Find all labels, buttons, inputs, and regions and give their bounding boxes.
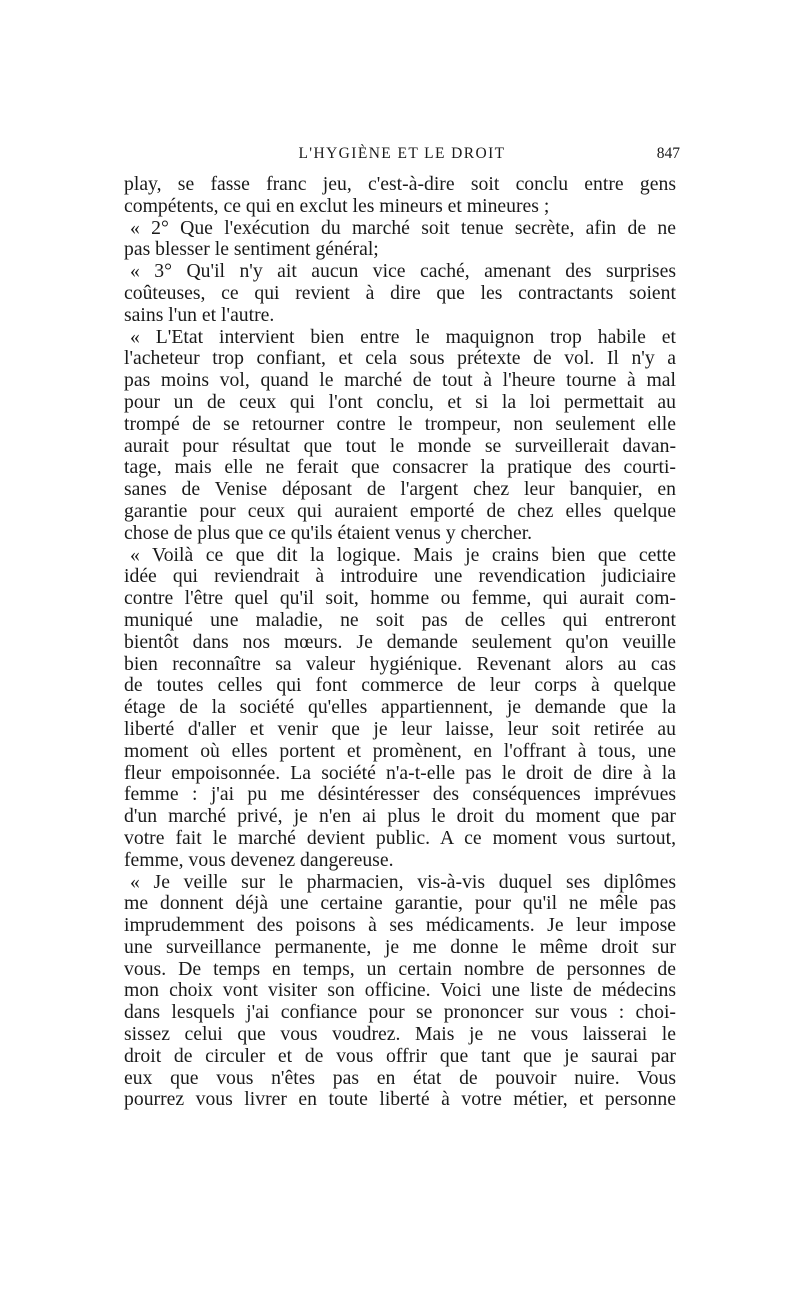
running-head xyxy=(124,143,680,165)
text-line: pour un de ceux qui l'ont conclu, et si la loi permettait au xyxy=(124,391,676,413)
body-text xyxy=(124,174,676,1111)
text-line: « Voilà ce que dit la logique. Mais je crains bien que cette xyxy=(130,544,676,566)
text-line: une surveillance permanente, je me donne le même droit sur xyxy=(124,936,676,958)
text-line: femme : j'ai pu me désintéresser des conséquences imprévues xyxy=(124,784,676,806)
text-line: garantie pour ceux qui auraient emporté de chez elles quelque xyxy=(124,500,676,522)
text-line: pas moins vol, quand le marché de tout à l'heure tourne à mal xyxy=(124,370,676,392)
text-line: d'un marché privé, je n'en ai plus le droit du moment que par xyxy=(124,806,676,828)
text-line: compétents, ce qui en exclut les mineurs et mineures ; xyxy=(124,195,550,217)
running-head-title: L'HYGIÈNE ET LE DROIT xyxy=(298,145,506,162)
text-line: sains l'un et l'autre. xyxy=(124,304,275,326)
text-line: pas blesser le sentiment général; xyxy=(124,239,379,261)
text-line: aurait pour résultat que tout le monde se surveillerait davan- xyxy=(124,435,676,457)
text-line: contre l'être quel qu'il soit, homme ou femme, qui aurait com- xyxy=(124,588,676,610)
text-line: femme, vous devenez dangereuse. xyxy=(124,849,394,871)
text-line: imprudemment des poisons à ses médicaments. Je leur impose xyxy=(124,915,676,937)
text-line: bientôt dans nos mœurs. Je demande seulement qu'on veuille xyxy=(124,631,676,653)
text-line: votre fait le marché devient public. A ce moment vous surtout, xyxy=(124,827,676,849)
text-line: idée qui reviendrait à introduire une revendication judiciaire xyxy=(124,566,676,588)
text-line: étage de la société qu'elles appartiennent, je demande que la xyxy=(124,697,676,719)
text-line: chose de plus que ce qu'ils étaient venus y chercher. xyxy=(124,522,533,544)
text-line: « Je veille sur le pharmacien, vis-à-vis duquel ses diplômes xyxy=(130,871,676,893)
text-line: mon choix vont visiter son officine. Voici une liste de médecins xyxy=(124,980,676,1002)
text-line: droit de circuler et de vous offrir que tant que je saurai par xyxy=(124,1045,676,1067)
text-line: « 2° Que l'exécution du marché soit tenue secrète, afin de ne xyxy=(130,217,676,239)
text-line: eux que vous n'êtes pas en état de pouvoir nuire. Vous xyxy=(124,1067,676,1089)
text-line: l'acheteur trop confiant, et cela sous prétexte de vol. Il n'y a xyxy=(124,348,676,370)
text-line: moment où elles portent et promènent, en l'offrant à tous, une xyxy=(124,740,676,762)
text-line: muniqué une maladie, ne soit pas de celles qui entreront xyxy=(124,609,676,631)
text-line: liberté d'aller et venir que je leur laisse, leur soit retirée au xyxy=(124,718,676,740)
text-line: tage, mais elle ne ferait que consacrer la pratique des courti- xyxy=(124,457,676,479)
text-line: play, se fasse franc jeu, c'est-à-dire soit conclu entre gens xyxy=(124,174,676,195)
page-number: 847 xyxy=(656,145,680,162)
text-line: sissez celui que vous voudrez. Mais je ne vous laisserai le xyxy=(124,1024,676,1046)
text-line: me donnent déjà une certaine garantie, pour qu'il ne mêle pas xyxy=(124,893,676,915)
text-line: fleur empoisonnée. La société n'a-t-elle pas le droit de dire à la xyxy=(124,762,676,784)
text-line: de toutes celles qui font commerce de leur corps à quelque xyxy=(124,675,676,697)
text-line: « 3° Qu'il n'y ait aucun vice caché, amenant des surprises xyxy=(130,261,676,283)
text-line: sanes de Venise déposant de l'argent chez leur banquier, en xyxy=(124,479,676,501)
text-line: vous. De temps en temps, un certain nombre de personnes de xyxy=(124,958,676,980)
text-line: coûteuses, ce qui revient à dire que les contractants soient xyxy=(124,282,676,304)
text-line: « L'Etat intervient bien entre le maquignon trop habile et xyxy=(130,326,676,348)
text-line: trompé de se retourner contre le trompeur, non seulement elle xyxy=(124,413,676,435)
text-line: pourrez vous livrer en toute liberté à votre métier, et personne xyxy=(124,1089,676,1111)
text-line: bien reconnaître sa valeur hygiénique. Revenant alors au cas xyxy=(124,653,676,675)
text-line: dans lesquels j'ai confiance pour se prononcer sur vous : choi- xyxy=(124,1002,676,1024)
